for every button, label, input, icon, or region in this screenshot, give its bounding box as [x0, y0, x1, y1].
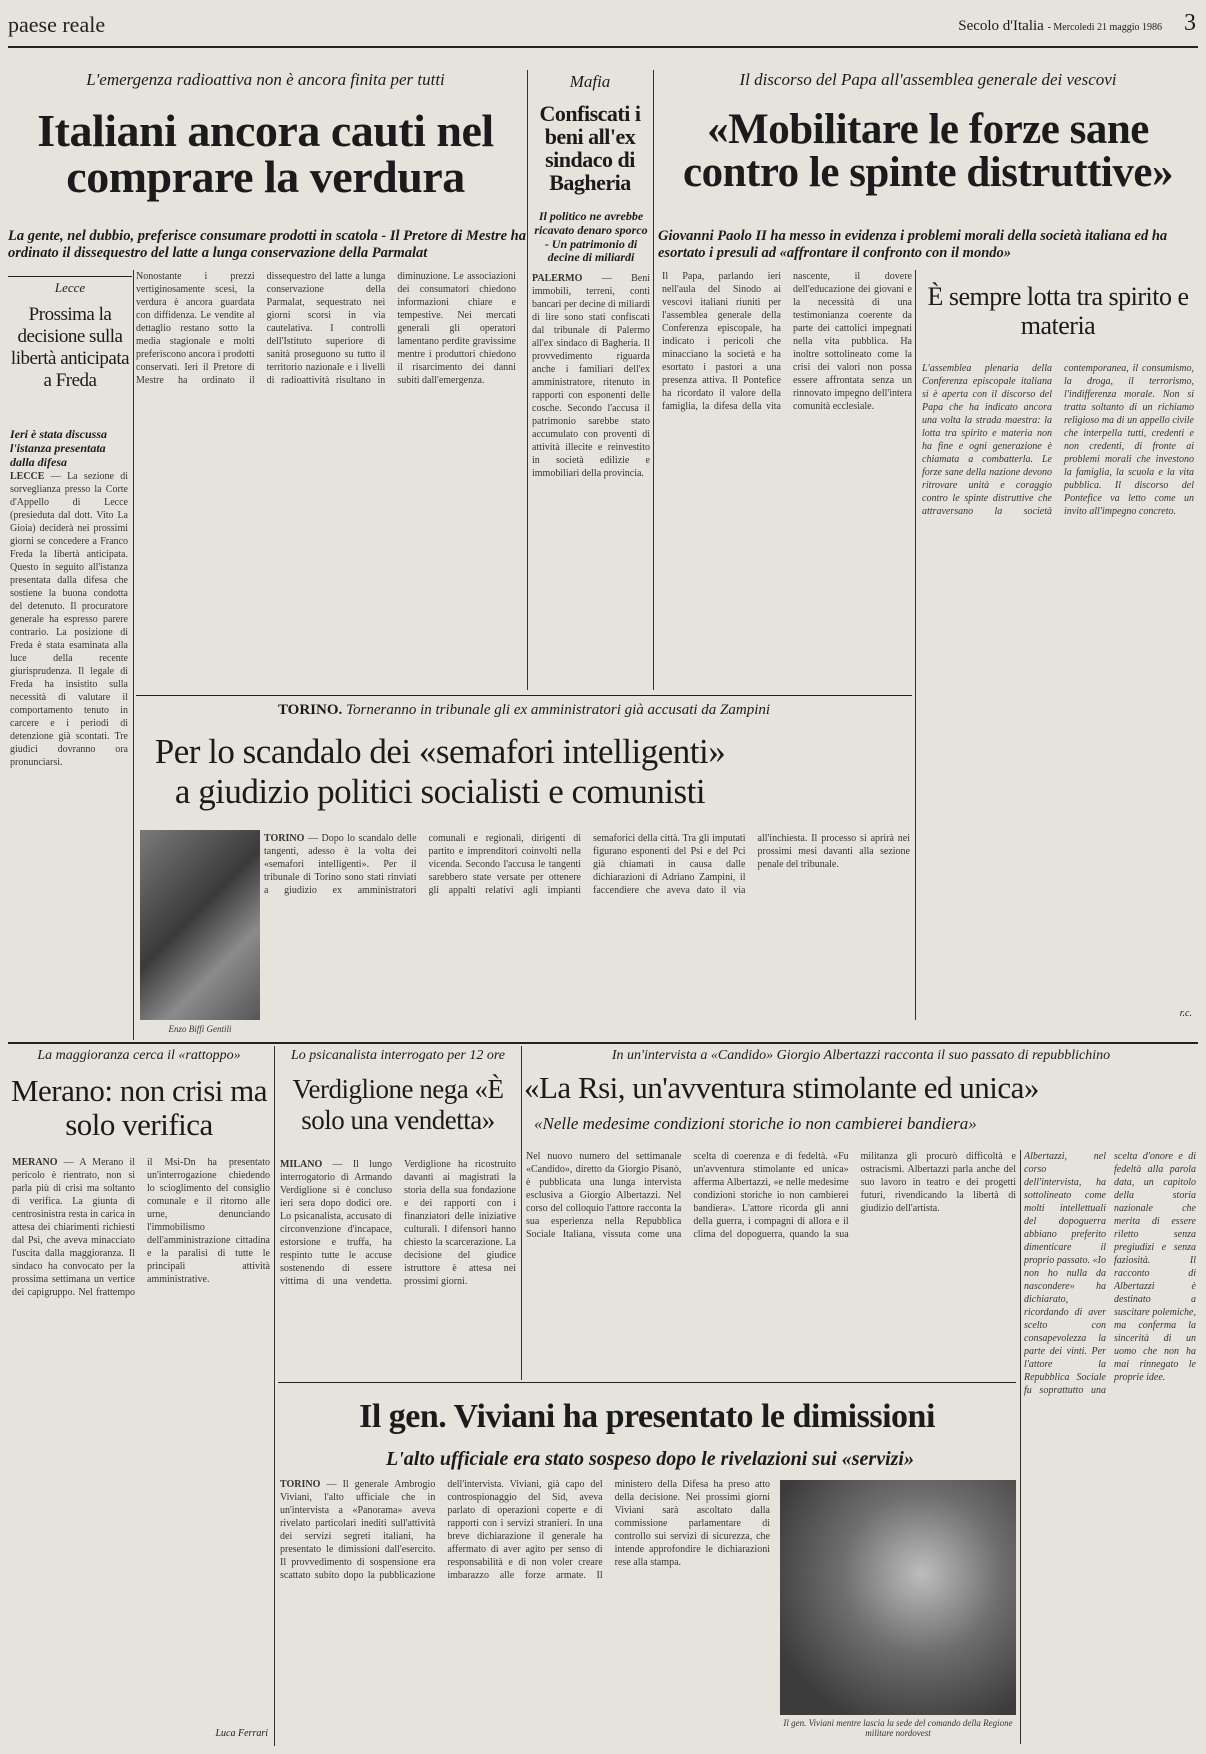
merano-kicker: La maggioranza cerca il «rattoppo»: [37, 1048, 241, 1063]
verdura-deck: La gente, nel dubbio, preferisce consumare prodotti in scatola - Il Pretore di Mestre ha ordinato il dissequestro del latte a lunga conservazione della Parmalat: [8, 228, 526, 261]
merano-body: [12, 1156, 270, 1721]
viviani-text: — Il generale Ambrogio Viviani, l'alto ufficiale che in un'intervista a «Panorama» aveva rivelato particolari inediti sull'attività dei servizi segreti italiani, ha presentato le dimissioni dall'esercito. Il provvedimento di sospensione era scattato subito dopo la pubblicazione dell'intervista. Viviani, già capo del controspionaggio del Sid, aveva parlato di operazioni coperte e di rapporti con i servizi stranieri. In una breve dichiarazione il generale ha affermato di aver agito per senso di responsabilità e di non voler creare imbarazzo alle forze armate. Il ministero della Difesa ha preso atto della decisione. Nei prossimi giorni Viviani sarà ascoltato dalla commissione parlamentare di controllo sui servizi di sicurezza, che intende approfondire le dichiarazioni rese alla stampa.: [280, 1479, 770, 1581]
verdura-headline: Italiani ancora cauti nel comprare la verdura: [37, 105, 494, 202]
semafori-text: — Dopo lo scandalo delle tangenti, adesso è la volta dei «semafori intelligenti». Per il tribunale di Torino sono stati rinviati a giudizio ex amministratori comunali e regionali, dirigenti di partito e imprenditori coinvolti nella vicenda. Secondo l'accusa le tangenti sarebbero state versate per ottenere gli appalti relativi agli impianti semaforici della città. Tra gli imputati figurano esponenti del Psi e del Pci già chiamati in causa dalle dichiarazioni di Adriano Zampini, il faccendiere che aveva dato il via all'inchiesta. Il processo si aprirà nei prossimi mesi davanti alla sezione penale del tribunale.: [264, 833, 910, 896]
semafori-body: [264, 832, 910, 1032]
verdura-body: Nonostante i prezzi vertiginosamente scesi, la verdura è ancora guardata con diffidenza. Le vendite al dettaglio restano sotto la media stagionale e molti preferiscono ancora i prodotti conservati. Ieri il Pretore di Mestre ha ordinato il dissequestro del latte a lunga conservazione della Parmalat, sequestrato nei giorni scorsi in via cautelativa. I controlli dell'Istituto superiore di sanità proseguono su tutto il territorio nazionale e i livelli di radioattività risultano in diminuzione. Le associazioni dei consumatori chiedono informazioni chiare e tempestive. Nei mercati generali gli operatori lamentano perdite gravissime mentre i produttori chiedono il risarcimento dei danni subiti dall'emergenza.: [136, 271, 516, 386]
viviani-headline: Il gen. Viviani ha presentato le dimissioni: [359, 1398, 935, 1435]
verdura-kicker: L'emergenza radioattiva non è ancora finita per tutti: [86, 70, 445, 89]
lecce-body: [10, 470, 128, 1038]
merano-text: — A Merano il pericolo è rientrato, non si parla più di crisi ma soltanto di verifica. La giunta di centrosinistra resta in carica in attesa dei chiarimenti richiesti dal Psi, che aveva minacciato l'uscita dalla maggioranza. Il sindaco ha convocato per la prossima settimana un vertice dei capigruppo. Nel frattempo il Msi-Dn ha presentato un'interrogazione chiedendo lo scioglimento del consiglio comunale e il ritorno alle urne, denunciando l'immobilismo dell'amministrazione cittadina e la paralisi di tutte le principali attività amministrative.: [12, 1157, 270, 1298]
merano-headline: Merano: non crisi ma solo verifica: [10, 1073, 267, 1143]
mafia-kicker: Mafia: [569, 72, 611, 91]
issue-date: - Mercoledì 21 maggio 1986: [1047, 22, 1162, 33]
viviani-photo-caption: Il gen. Viviani mentre lascia la sede del comando della Regione militare nordovest: [783, 1718, 1013, 1738]
mafia-dateline: PALERMO: [532, 273, 583, 284]
rsi-kicker: In un'intervista a «Candido» Giorgio Albertazzi racconta il suo passato di repubblichino: [611, 1048, 1111, 1063]
merano-signature: Luca Ferrari: [215, 1728, 268, 1739]
verdiglione-text: — Il lungo interrogatorio di Armando Verdiglione si è concluso ieri sera dopo dodici ore. Lo psicanalista, accusato di circonvenzione d'incapace, estorsione e truffa, ha respinto tutte le accuse sostenendo di essere vittima di una vendetta. Verdiglione ha ricostruito davanti ai magistrati la storia della sua fondazione e dei rapporti con i finanziatori delle iniziative culturali. I difensori hanno chiesto la scarcerazione. La decisione del giudice istruttore è attesa nei prossimi giorni.: [280, 1159, 516, 1287]
rsi-sidebar-body: Albertazzi, nel corso dell'intervista, ha sottolineato come molti intellettuali del dopoguerra abbiano preferito dimenticare il proprio passato. «Io non ho nulla da nascondere» ha dichiarato, ricordando di aver scelto con consapevolezza la parte dei vinti. Per l'attore la Repubblica Sociale fu soprattutto una scelta d'onore e di fedeltà alla parola data, un capitolo della storia nazionale che merita di essere riletto senza pregiudizi e senza faziosità. Il racconto di Albertazzi è destinato a suscitare polemiche, ma conferma la sincerità di un uomo che non ha mai rinnegato le proprie idee.: [1024, 1151, 1196, 1396]
rsi-headline: «La Rsi, un'avventura stimolante ed unica»: [524, 1070, 1039, 1105]
mafia-body: [532, 272, 650, 690]
semafori-kicker-row: [136, 702, 912, 719]
mafia-text: — Beni immobili, terreni, conti bancari per decine di miliardi di lire sono stati confiscati dal tribunale di Palermo all'ex sindaco di Bagheria. Il provvedimento riguarda anche i familiari dell'ex amministratore, ritenuto in rapporti con esponenti delle cosche. Secondo l'accusa il patrimonio sarebbe stato accumulato con proventi di attività illecite e reinvestito in società edilizie e immobiliari della provincia.: [532, 273, 650, 479]
mafia-headline: Confiscati i beni all'ex sindaco di Bagheria: [539, 101, 641, 196]
semafori-dateline: TORINO: [264, 833, 305, 844]
verdiglione-body: [280, 1158, 516, 1378]
semafori-place: TORINO.: [277, 702, 343, 718]
editorial-signature: r.c.: [1179, 1008, 1192, 1019]
masthead-rule: [8, 46, 1198, 48]
biffi-gentili-photo: [140, 830, 260, 1020]
rsi-body: Nel nuovo numero del settimanale «Candido», diretto da Giorgio Pisanò, è pubblicata una lunga intervista esclusiva a Giorgio Albertazzi. Nel corso del colloquio l'attore racconta la sua esperienza nella Repubblica Sociale Italiana, vissuta come una scelta di coerenza e di fedeltà. «Fu un'avventura stimolante ed unica» afferma Albertazzi, «e nelle medesime condizioni storiche io non cambierei bandiera». L'attore ricorda gli anni della guerra, i compagni di allora e il clima del dopoguerra, quando la sua militanza gli procurò difficoltà e ostracismi. Albertazzi parla anche del suo lavoro in teatro e dei progetti futuri, rivendicando la libertà di giudizio dell'artista.: [526, 1151, 1016, 1240]
paper-name: Secolo d'Italia: [958, 18, 1044, 34]
lecce-text: — La sezione di sorveglianza presso la Corte d'Appello di Lecce (presieduta dal dott. Vito La Gioia) deciderà nei prossimi giorni se concedere a Franco Freda la libertà anticipata. Questo in seguito all'istanza presentata dalla difesa che sostiene la buona condotta del detenuto. Il procuratore generale ha espresso parere contrario. La posizione di Freda è stata esaminata alla luce della recente giurisprudenza. Il legale di Freda ha insistito sulla necessità di valutare il comportamento tenuto in carcere e i periodi di detenzione già scontati. Tre giudici dovranno ora pronunciarsi.: [10, 471, 128, 768]
papa-body: Il Papa, parlando ieri nell'aula del Sinodo ai vescovi italiani riuniti per l'assemblea generale della Conferenza episcopale, ha indicato i pericoli che minacciano la società e ha esortato i pastori a una presenza attiva. Il Pontefice ha ricordato il valore della famiglia, la difesa della vita nascente, il dovere dell'educazione dei giovani e la necessità di una testimonianza coerente da parte dei cattolici impegnati nella vita pubblica. Ha inoltre sottolineato come la crisi dei valori non possa essere affrontata senza un rinnovato impegno dell'intera comunità ecclesiale.: [662, 271, 912, 412]
lecce-headline: Prossima la decisione sulla libertà anticipata a Freda: [10, 304, 130, 391]
verdiglione-headline: Verdiglione nega «È solo una vendetta»: [292, 1074, 504, 1136]
papa-headline: «Mobilitare le forze sane contro le spinte distruttive»: [683, 106, 1173, 196]
masthead-right: [958, 18, 1162, 35]
editorial-title: È sempre lotta tra spirito e materia: [927, 282, 1189, 340]
viviani-body: [280, 1478, 770, 1744]
papa-kicker: Il discorso del Papa all'assemblea generale dei vescovi: [739, 70, 1117, 89]
lecce-kicker: Lecce: [54, 280, 86, 295]
semafori-photo-caption: Enzo Biffi Gentili: [168, 1024, 232, 1034]
verdiglione-dateline: MILANO: [280, 1159, 323, 1170]
mafia-deck: Il politico ne avrebbe ricavato denaro sporco - Un patrimonio di decine di miliardi: [534, 209, 648, 265]
papa-deck: Giovanni Paolo II ha messo in evidenza i problemi morali della società italiana ed ha esortato i presuli ad «affrontare il confronto con il mondo»: [658, 228, 1168, 261]
semafori-kicker: Torneranno in tribunale gli ex amministratori già accusati da Zampini: [346, 702, 771, 718]
viviani-photo: [780, 1480, 1016, 1715]
section-name: paese reale: [8, 12, 106, 37]
merano-dateline: MERANO: [12, 1157, 58, 1168]
editorial-body: L'assemblea plenaria della Conferenza episcopale italiana si è aperta con il discorso del Papa che ha indicato ancora una volta la strada maestra: la lotta tra spirito e materia non ha fine e ogni generazione è chiamata a combatterla. Le forze sane della nazione devono ritrovare unità e coraggio contro le spinte distruttive che attraversano la società contemporanea, il consumismo, la droga, il terrorismo, l'indifferenza morale. Non si tratta soltanto di un richiamo religioso ma di un appello civile che interpella tutti, credenti e non credenti, di fronte ai problemi morali che investono la famiglia, la scuola e la vita pubblica. Il discorso del Pontefice va letto come un invito all'impegno concreto.: [922, 363, 1194, 517]
verdiglione-kicker: Lo psicanalista interrogato per 12 ore: [290, 1048, 506, 1063]
lecce-dateline: LECCE: [10, 471, 45, 482]
viviani-deck: L'alto ufficiale era stato sospeso dopo le rivelazioni sui «servizi»: [386, 1448, 914, 1470]
page-number: 3: [1184, 10, 1196, 36]
rsi-deck: «Nelle medesime condizioni storiche io non cambierei bandiera»: [534, 1114, 977, 1133]
semafori-headline: Per lo scandalo dei «semafori intelligenti» a giudizio politici socialisti e comunisti: [154, 732, 726, 812]
lecce-deck: Ieri è stata discussa l'istanza presentata dalla difesa: [10, 427, 108, 469]
viviani-dateline: TORINO: [280, 1479, 321, 1490]
